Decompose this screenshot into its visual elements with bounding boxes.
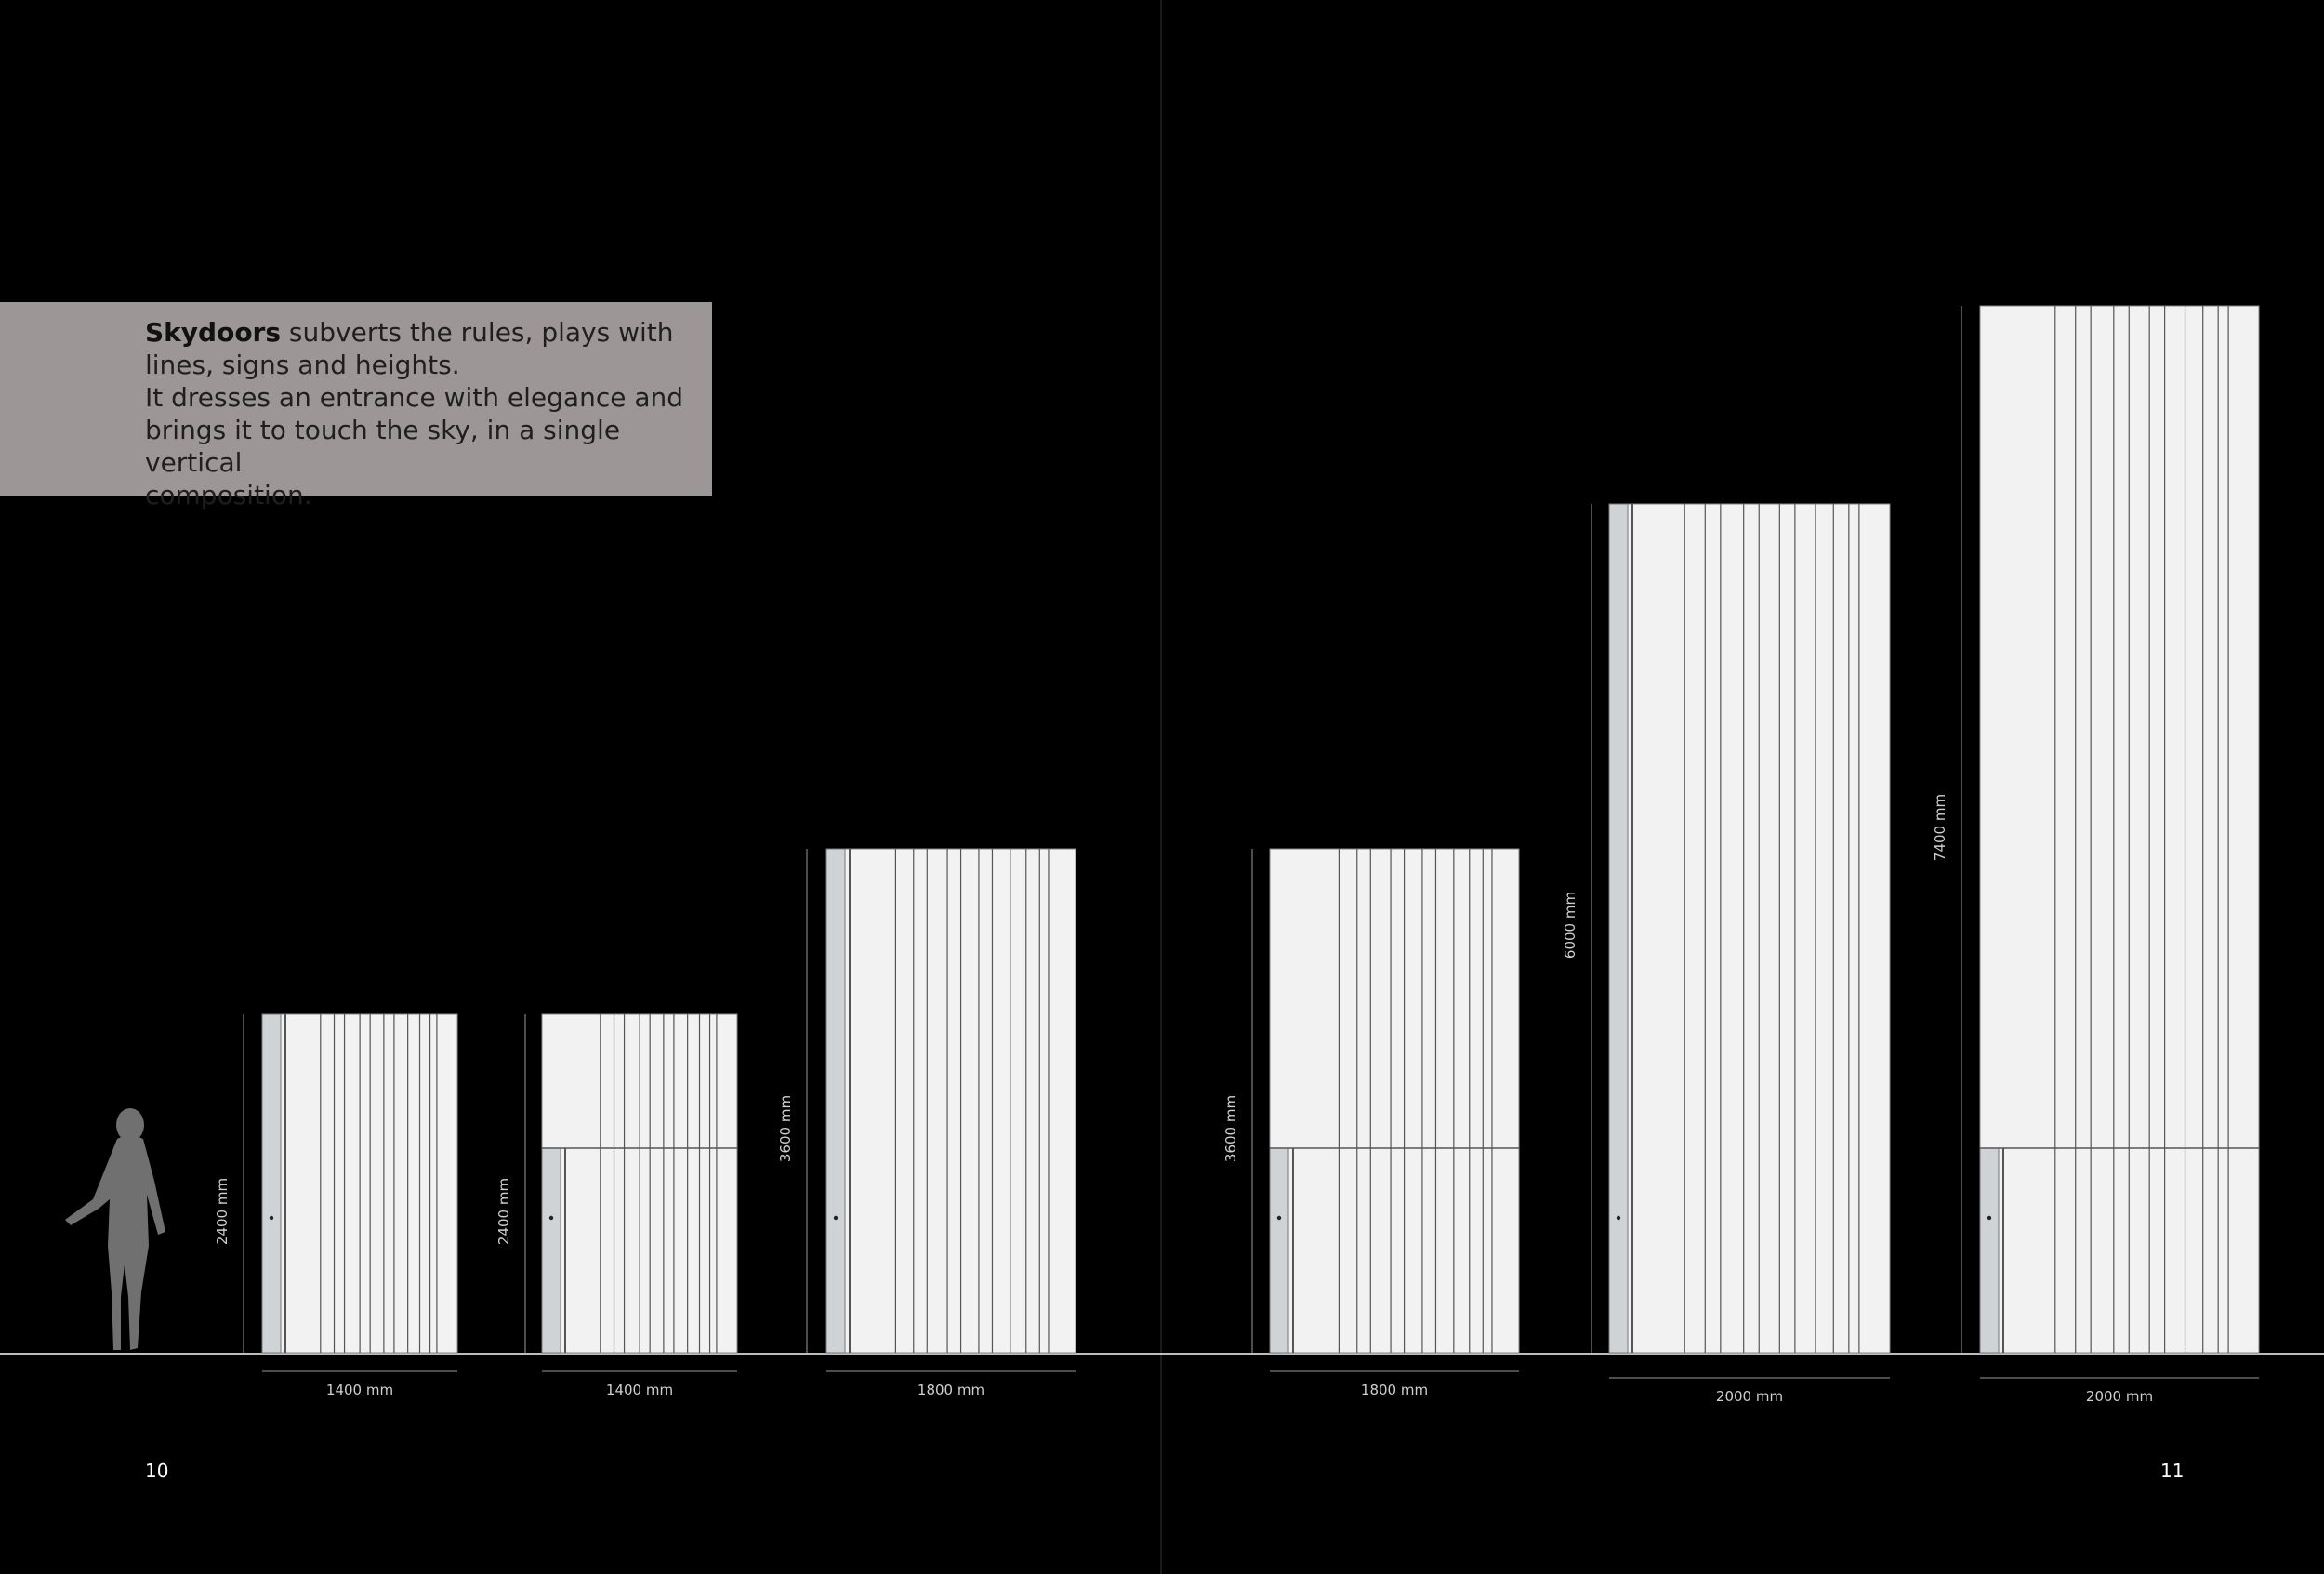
door-3	[777, 849, 1076, 1398]
height-label: 2400 mm	[214, 1177, 231, 1246]
intro-line-1: subverts the rules, plays with	[281, 317, 674, 348]
door-handle-icon	[1277, 1216, 1281, 1220]
height-label: 7400 mm	[1932, 793, 1948, 862]
intro-line-2: lines, signs and heights.	[145, 350, 460, 380]
door-leaf	[1609, 504, 1628, 1353]
height-label: 3600 mm	[777, 1094, 794, 1163]
height-label: 6000 mm	[1562, 891, 1578, 959]
width-label: 1800 mm	[917, 1382, 985, 1398]
width-label: 1400 mm	[605, 1382, 674, 1398]
door-2	[495, 1014, 737, 1398]
door-handle-icon	[834, 1216, 838, 1220]
door-4	[1222, 849, 1519, 1398]
door-handle-icon	[1617, 1216, 1620, 1220]
door-handle-icon	[270, 1216, 273, 1220]
width-label: 2000 mm	[1715, 1388, 1784, 1405]
door-leaf	[826, 849, 845, 1353]
person-silhouette-icon	[65, 1108, 165, 1350]
height-label: 2400 mm	[495, 1177, 512, 1246]
door-6	[1932, 306, 2259, 1405]
intro-line-3: It dresses an entrance with elegance and	[145, 382, 684, 413]
door-leaf	[262, 1014, 281, 1353]
intro-line-4: brings it to touch the sky, in a single vertical	[145, 415, 621, 478]
door-leaf	[1270, 1148, 1288, 1353]
door-panel	[826, 849, 1076, 1353]
door-panel	[1609, 504, 1890, 1353]
door-1	[214, 1014, 457, 1398]
height-label: 3600 mm	[1222, 1094, 1239, 1163]
page-number-left: 10	[145, 1460, 169, 1482]
width-label: 1400 mm	[325, 1382, 394, 1398]
width-label: 1800 mm	[1360, 1382, 1429, 1398]
brand-name: Skydoors	[145, 317, 282, 348]
door-5	[1562, 504, 1890, 1405]
door-handle-icon	[1987, 1216, 1991, 1220]
door-panel	[1980, 306, 2259, 1353]
door-handle-icon	[549, 1216, 553, 1220]
intro-line-5: composition.	[145, 480, 312, 510]
page-number-right: 11	[2160, 1460, 2185, 1482]
door-panel	[1270, 849, 1519, 1353]
door-leaf	[1980, 1148, 1999, 1353]
width-label: 2000 mm	[2085, 1388, 2154, 1405]
door-leaf	[542, 1148, 561, 1353]
